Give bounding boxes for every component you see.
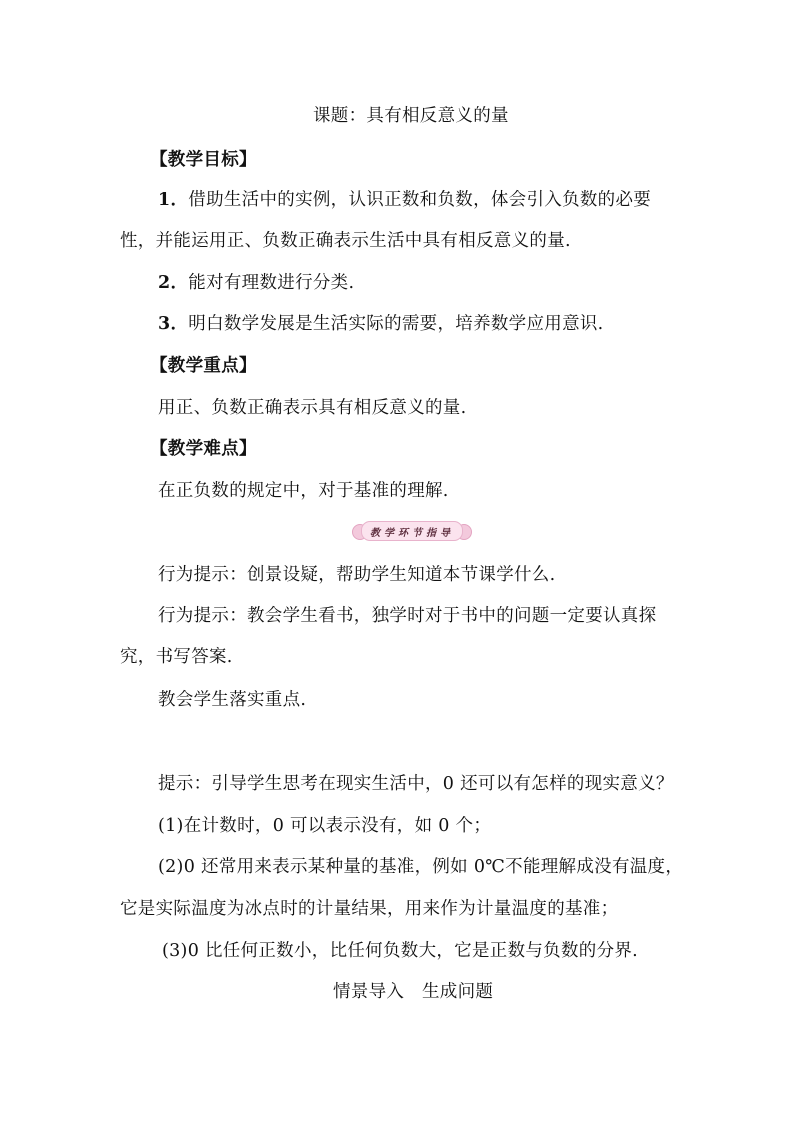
objective-3-number: 3． [158, 314, 189, 334]
hint-3: 教会学生落实重点. [158, 690, 307, 710]
tip-line: 提示：引导学生思考在现实生活中，0 还可以有怎样的现实意义？ [158, 774, 674, 794]
key-point-text: 用正、负数正确表示具有相反意义的量. [158, 398, 467, 418]
objective-3 [158, 312, 604, 336]
hint-2-line-1: 行为提示：教会学生看书，独学时对于书中的问题一定要认真探 [158, 606, 657, 626]
objective-2-number: 2． [158, 273, 189, 293]
section-heading-objectives: 【教学目标】 [150, 150, 257, 170]
objective-2-text: 能对有理数进行分类. [188, 273, 355, 293]
objective-1-line-2: 性，并能运用正、负数正确表示生活中具有相反意义的量. [120, 231, 571, 251]
objective-1-line-1 [158, 188, 651, 212]
list-item-3: (3)0 比任何正数小，比任何负数大，它是正数与负数的分界. [162, 941, 639, 961]
hint-2-line-2: 究，书写答案. [120, 647, 233, 667]
objective-1-text: 借助生活中的实例，认识正数和负数，体会引入负数的必要 [188, 190, 652, 210]
objective-1-number: 1． [158, 190, 189, 210]
hint-1: 行为提示：创景设疑，帮助学生知道本节课学什么. [158, 565, 556, 585]
page-title: 课题：具有相反意义的量 [313, 106, 509, 126]
list-item-1: (1)在计数时，0 可以表示没有，如 0 个； [158, 816, 492, 836]
list-item-2-line-1: (2)0 还常用来表示某种量的基准，例如 0℃不能理解成没有温度， [158, 857, 684, 877]
section-heading-difficulties: 【教学难点】 [150, 439, 257, 459]
teaching-guide-banner [352, 520, 472, 542]
list-item-2-line-2: 它是实际温度为冰点时的计量结果，用来作为计量温度的基准； [120, 899, 619, 919]
objective-3-text: 明白数学发展是生活实际的需要，培养数学应用意识. [188, 314, 604, 334]
objective-2 [158, 271, 354, 295]
section-heading-key-points: 【教学重点】 [150, 356, 257, 376]
difficulty-text: 在正负数的规定中，对于基准的理解. [158, 481, 449, 501]
footer-heading: 情景导入 生成问题 [333, 982, 494, 1002]
banner-label: 教学环节指导 [361, 521, 463, 541]
